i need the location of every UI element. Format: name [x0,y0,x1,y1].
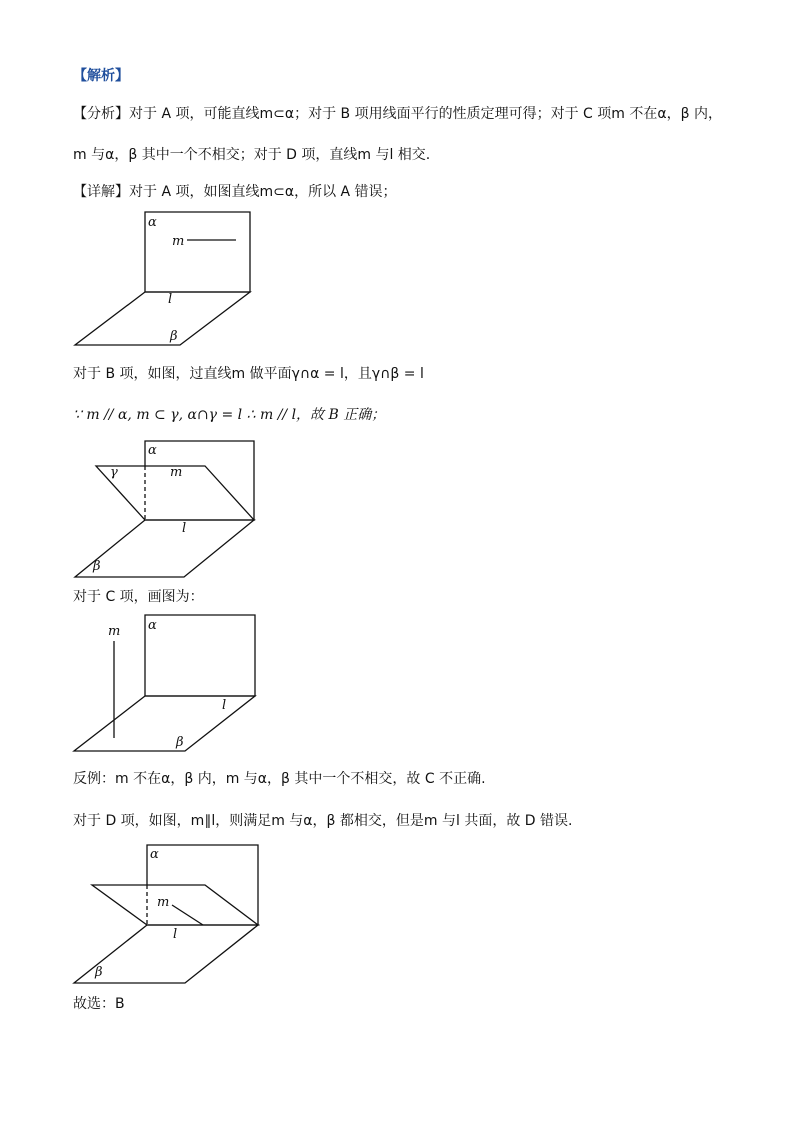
label-alpha: α [148,618,157,633]
label-beta: β [170,329,178,344]
label-l: l [182,521,187,536]
label-alpha: α [148,443,157,458]
solution-heading: 【解析】 [73,68,129,84]
answer-line: 故选：B [73,996,125,1012]
detail-option-b-1: 对于 B 项，如图，过直线m 做平面γ∩α = l，且γ∩β = l [73,366,424,382]
line-m [172,905,203,925]
detail-option-a: 【详解】对于 A 项，如图直线m⊂α，所以 A 错误； [73,184,397,200]
detail-option-b-2: ∵ m // α, m ⊂ γ, α∩γ = l ∴ m // l，故 B 正确； [73,407,386,423]
label-m: m [108,624,121,639]
label-m: m [170,465,183,480]
label-beta: β [95,965,103,980]
plane-gamma [92,885,258,925]
label-l: l [168,292,173,307]
label-l: l [173,927,178,942]
label-alpha: α [148,215,157,230]
label-beta: β [176,735,184,750]
detail-option-c-1: 对于 C 项，画图为： [73,589,204,605]
label-m: m [172,234,185,249]
analysis-line-2: m 与α，β 其中一个不相交；对于 D 项，直线m 与l 相交. [73,147,431,163]
analysis-line-1: 【分析】对于 A 项，可能直线m⊂α；对于 B 项用线面平行的性质定理可得；对于 C 项m 不在α，β 内， [73,106,722,122]
label-m: m [157,895,170,910]
label-l: l [222,698,227,713]
label-beta: β [93,559,101,574]
detail-option-c-2: 反例：m 不在α，β 内，m 与α，β 其中一个不相交，故 C 不正确. [73,771,486,787]
label-gamma: γ [110,465,118,480]
label-alpha: α [150,847,159,862]
detail-option-d: 对于 D 项，如图，m∥l，则满足m 与α，β 都相交，但是m 与l 共面，故 D 错误. [73,813,573,829]
